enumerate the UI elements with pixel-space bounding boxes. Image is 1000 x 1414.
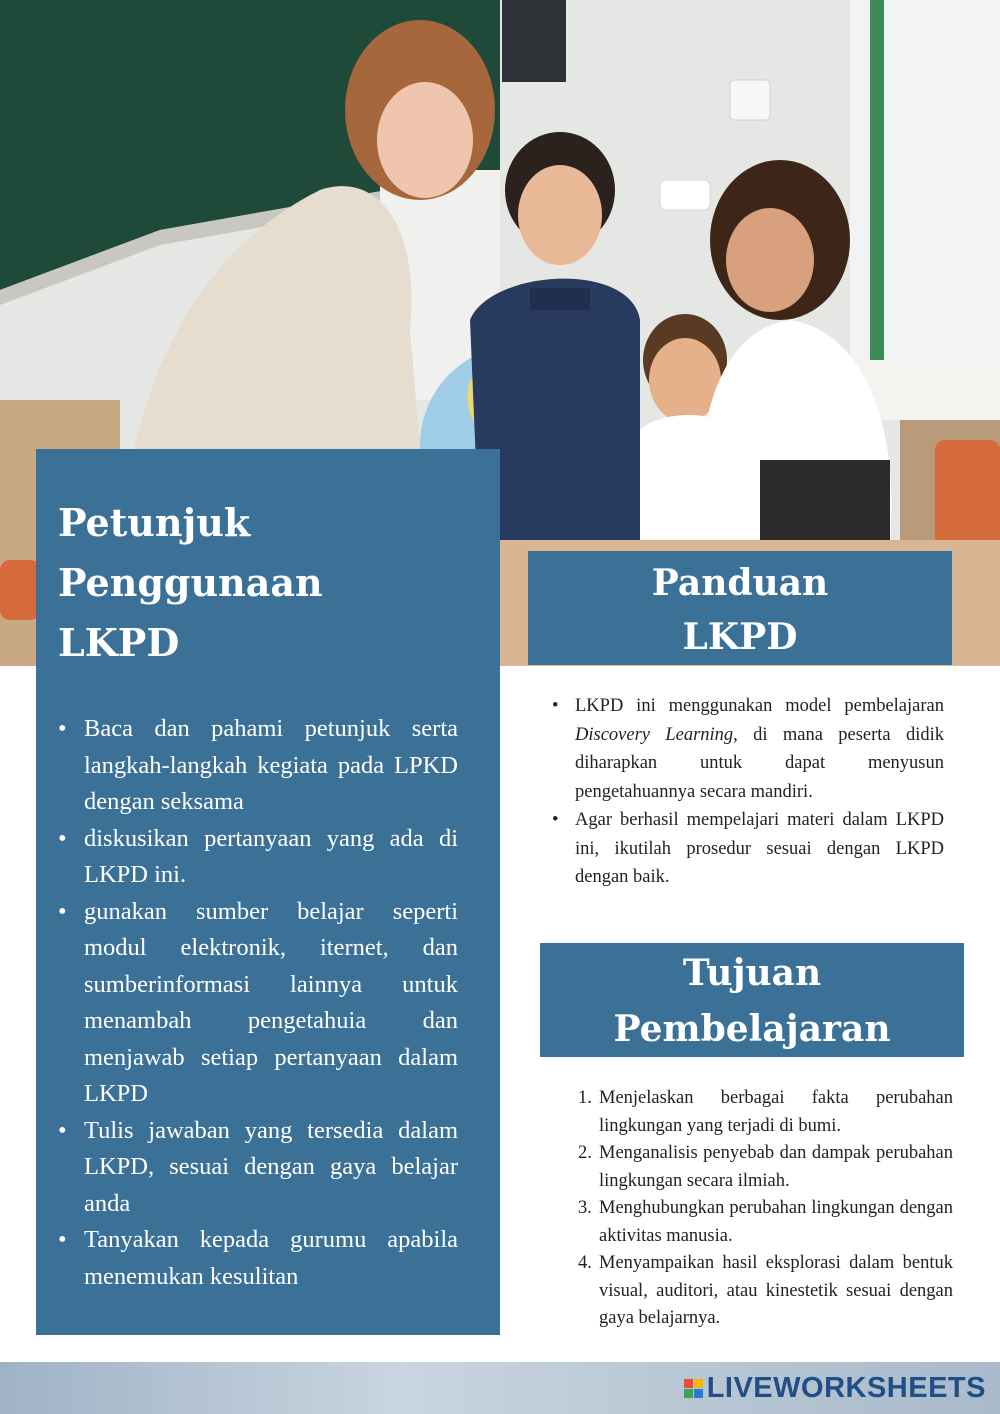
objective-text: Menjelaskan berbagai fakta perubahan lingkungan yang terjadi di bumi. <box>599 1088 953 1136</box>
instructions-title-line: Penggunaan <box>58 560 323 605</box>
instructions-list <box>58 711 458 1295</box>
objective-number: 2. <box>578 1143 592 1163</box>
instruction-item: • Baca dan pahami petunjuk serta langkah-langkah kegiata pada LPKD dengan seksama <box>58 711 458 821</box>
guide-title-line: LKPD <box>682 616 798 658</box>
logo-square <box>684 1379 693 1388</box>
objective-item <box>578 1085 953 1140</box>
logo-square <box>684 1389 693 1398</box>
liveworksheets-logo-icon <box>684 1379 703 1398</box>
objectives-title-line: Pembelajaran <box>613 1008 891 1050</box>
instruction-item: • diskusikan pertanyaan yang ada di LKPD ini. <box>58 821 458 894</box>
instruction-item: • gunakan sumber belajar seperti modul elektronik, iternet, dan sumberinformasi lainnya untuk menambah pengetahuia dan menjawab setiap pertanyaan dalam LKPD <box>58 894 458 1113</box>
brand-name: LIVEWORKSHEETS <box>706 1372 986 1404</box>
objective-item <box>578 1140 953 1195</box>
objective-text: Menghubungkan perubahan lingkungan dengan aktivitas manusia. <box>599 1198 953 1246</box>
objective-item <box>578 1250 953 1333</box>
liveworksheets-brand[interactable] <box>684 1372 986 1405</box>
guide-item: • Agar berhasil mempelajari materi dalam LKPD ini, ikutilah prosedur sesuai dengan LKPD dengan baik. <box>550 806 944 892</box>
instructions-panel <box>36 449 500 1335</box>
objectives-title-line: Tujuan <box>682 952 822 994</box>
objective-number: 3. <box>578 1198 592 1218</box>
objective-item <box>578 1195 953 1250</box>
objective-text: Menganalisis penyebab dan dampak perubahan lingkungan secara ilmiah. <box>599 1143 953 1191</box>
guide-item-text: LKPD ini menggunakan model pembelajaran <box>575 696 944 716</box>
objectives-header <box>540 943 964 1057</box>
guide-list <box>550 692 944 892</box>
footer-bar <box>0 1362 1000 1414</box>
instructions-title <box>58 493 458 673</box>
guide-header <box>528 551 952 665</box>
instruction-item: • Tanyakan kepada gurumu apabila menemukan kesulitan <box>58 1222 458 1295</box>
guide-item <box>550 692 944 806</box>
guide-item-text: di mana peserta didik diharapkan untuk dapat menyusun pengetahuannya secara mandiri. <box>575 724 944 802</box>
objective-number: 1. <box>578 1088 592 1108</box>
guide-item-emphasis: Discovery Learning, <box>575 724 738 745</box>
objectives-list <box>578 1085 953 1333</box>
objective-text: Menyampaikan hasil eksplorasi dalam bentuk visual, auditori, atau kinestetik sesuai dengan gaya belajarnya. <box>599 1253 953 1328</box>
instruction-item: • Tulis jawaban yang tersedia dalam LKPD, sesuai dengan gaya belajar anda <box>58 1113 458 1223</box>
guide-title-line: Panduan <box>651 562 829 604</box>
objective-number: 4. <box>578 1253 592 1273</box>
logo-square <box>694 1389 703 1398</box>
instructions-title-line: LKPD <box>58 620 180 665</box>
logo-square <box>694 1379 703 1388</box>
instructions-title-line: Petunjuk <box>58 500 251 545</box>
